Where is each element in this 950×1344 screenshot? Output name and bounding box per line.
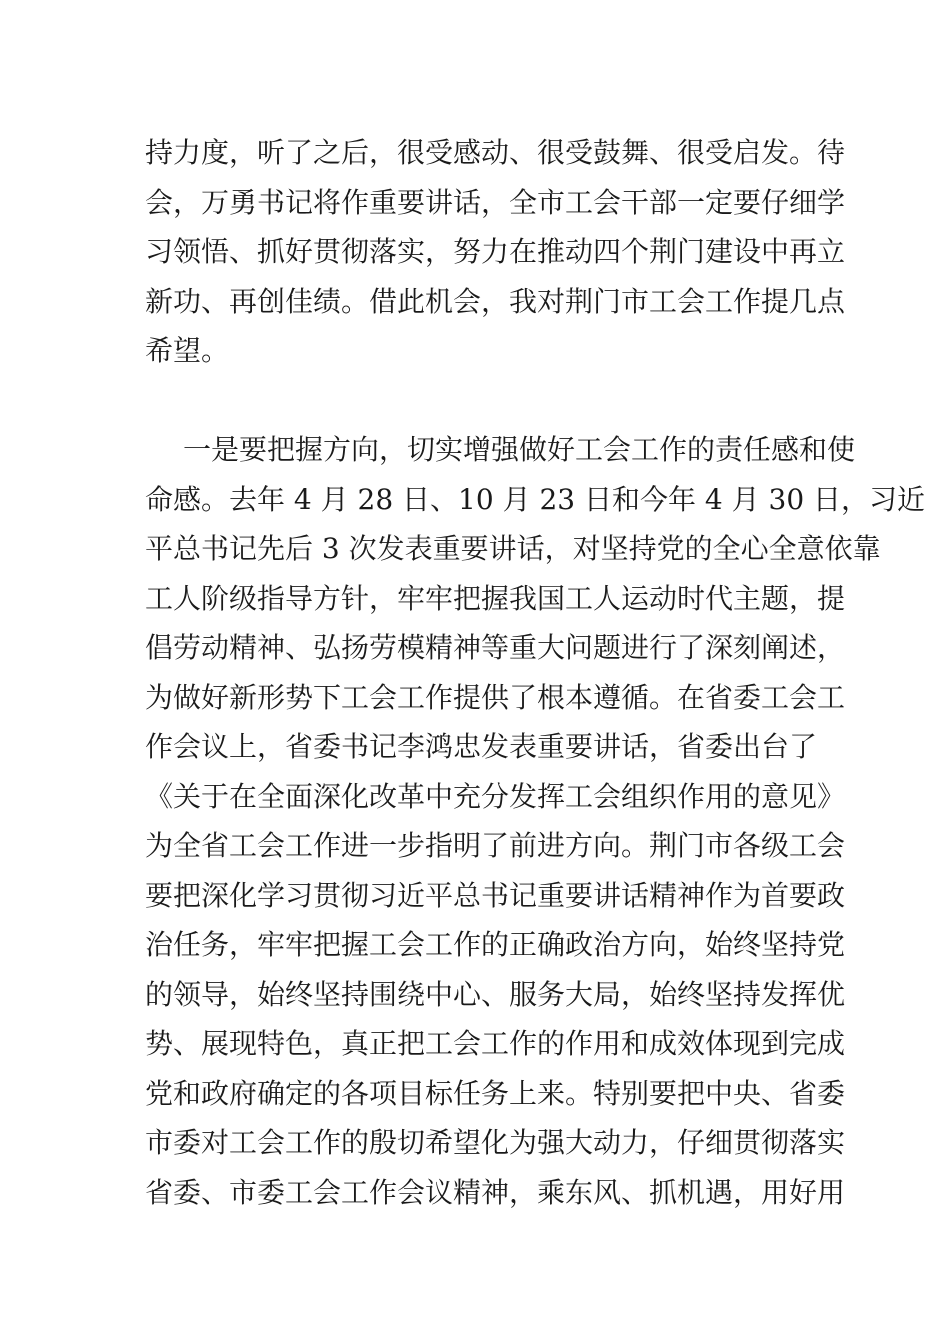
text-line: 势、展现特色，真正把工会工作的作用和成效体现到完成 [145,1027,846,1060]
text-line: 治任务，牢牢把握工会工作的正确政治方向，始终坚持党 [145,928,846,961]
text-line: 平总书记先后 3 次发表重要讲话，对坚持党的全心全意依靠 [145,532,881,565]
text-line: 为做好新形势下工会工作提供了根本遵循。在省委工会工 [145,680,846,714]
text-line: 的领导，始终坚持围绕中心、服务大局，始终坚持发挥优 [145,977,846,1011]
text-line: 省委、市委工会工作会议精神，乘东风、抓机遇，用好用 [145,1175,846,1209]
text-line: 作会议上，省委书记李鸿忠发表重要讲话，省委出台了 [145,730,818,763]
text-line: 命感。去年 4 月 28 日、10 月 23 日和今年 4 月 30 日，习近 [145,482,926,516]
text-line: 党和政府确定的各项目标任务上来。特别要把中央、省委 [145,1076,846,1110]
text-line: 希望。 [145,334,230,367]
paragraph-point-one [145,425,926,1217]
text-line: 工人阶级指导方针，牢牢把握我国工人运动时代主题，提 [145,581,846,615]
text-line: 一是要把握方向，切实增强做好工会工作的责任感和使 [183,433,856,466]
text-line: 习领悟、抓好贯彻落实，努力在推动四个荆门建设中再立 [145,235,846,268]
text-line: 会，万勇书记将作重要讲话，全市工会干部一定要仔细学 [145,185,846,219]
text-line: 新功、再创佳绩。借此机会，我对荆门市工会工作提几点 [145,284,846,318]
text-line: 倡劳动精神、弘扬劳模精神等重大问题进行了深刻阐述， [145,631,846,664]
text-line: 市委对工会工作的殷切希望化为强大动力，仔细贯彻落实 [145,1126,846,1159]
text-line: 要把深化学习贯彻习近平总书记重要讲话精神作为首要政 [145,878,846,912]
text-line: 持力度，听了之后，很受感动、很受鼓舞、很受启发。待 [145,136,846,169]
paragraph-continuation [145,128,846,376]
text-line: 为全省工会工作进一步指明了前进方向。荆门市各级工会 [145,829,846,862]
text-line: 《关于在全面深化改革中充分发挥工会组织作用的意见》 [145,779,846,813]
